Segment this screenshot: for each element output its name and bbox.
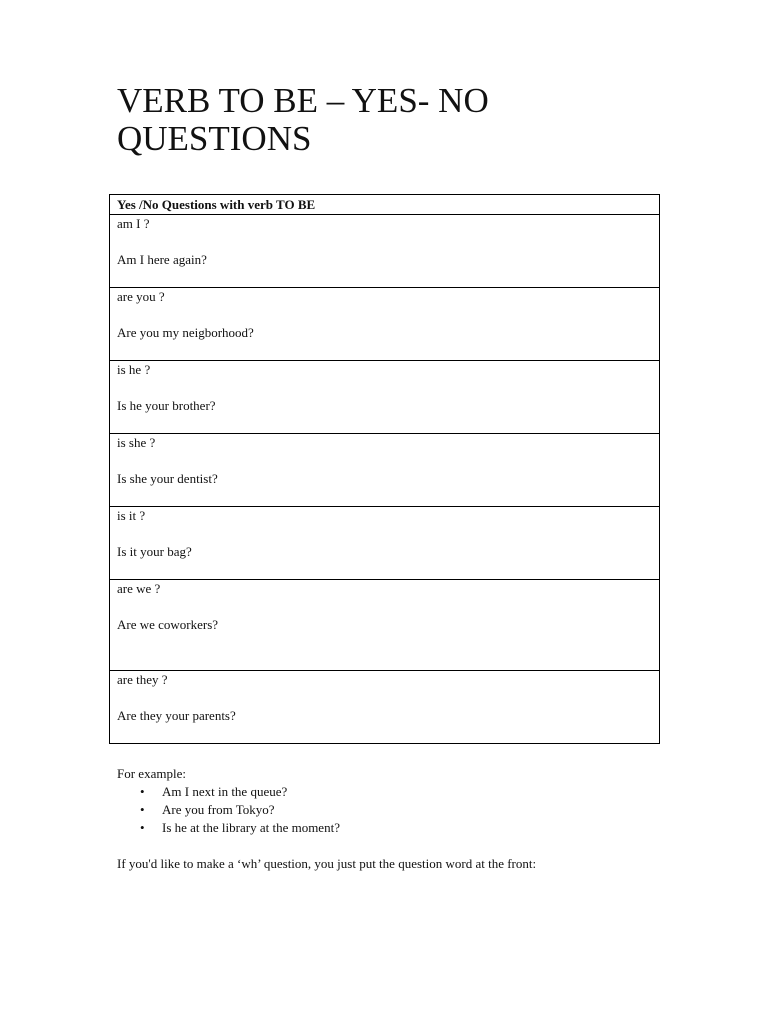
- question-example: Am I here again?: [117, 252, 207, 267]
- list-item: [117, 819, 717, 837]
- question-example: Are you my neigborhood?: [117, 325, 254, 340]
- list-item-text: Am I next in the queue?: [162, 784, 288, 799]
- table-row: [110, 671, 660, 744]
- question-example: Is he your brother?: [117, 398, 216, 413]
- bullet-icon: •: [140, 820, 145, 835]
- question-form: are they ?: [117, 672, 168, 687]
- examples-section: [117, 765, 717, 873]
- questions-table: [109, 194, 660, 744]
- list-item: [117, 801, 717, 819]
- page-title: VERB TO BE – YES- NO QUESTIONS: [117, 81, 489, 158]
- list-item-text: Are you from Tokyo?: [162, 802, 275, 817]
- table-row: [110, 507, 660, 580]
- table-row: [110, 361, 660, 434]
- question-example: Are we coworkers?: [117, 617, 219, 632]
- list-item: [117, 783, 717, 801]
- question-form: is she ?: [117, 435, 156, 450]
- table-cell: [110, 215, 660, 288]
- examples-list: [117, 783, 717, 837]
- table-cell: [110, 434, 660, 507]
- question-example: Is she your dentist?: [117, 471, 218, 486]
- table-header-row: [110, 195, 660, 215]
- question-example: Is it your bag?: [117, 544, 192, 559]
- table-header: Yes /No Questions with verb TO BE: [110, 195, 660, 215]
- table-cell: [110, 361, 660, 434]
- question-form: am I ?: [117, 216, 150, 231]
- table-row: [110, 215, 660, 288]
- list-item-text: Is he at the library at the moment?: [162, 820, 340, 835]
- question-form: are we ?: [117, 581, 161, 596]
- examples-intro: For example:: [117, 766, 186, 781]
- bullet-icon: •: [140, 784, 145, 799]
- table-cell: [110, 288, 660, 361]
- table-cell: [110, 507, 660, 580]
- table-cell: [110, 580, 660, 671]
- table-row: [110, 580, 660, 671]
- closing-paragraph: If you'd like to make a ‘wh’ question, you just put the question word at the front:: [117, 856, 537, 871]
- question-example: Are they your parents?: [117, 708, 236, 723]
- question-form: are you ?: [117, 289, 165, 304]
- question-form: is he ?: [117, 362, 151, 377]
- table-cell: [110, 671, 660, 744]
- table-row: [110, 288, 660, 361]
- question-form: is it ?: [117, 508, 146, 523]
- table-row: [110, 434, 660, 507]
- bullet-icon: •: [140, 802, 145, 817]
